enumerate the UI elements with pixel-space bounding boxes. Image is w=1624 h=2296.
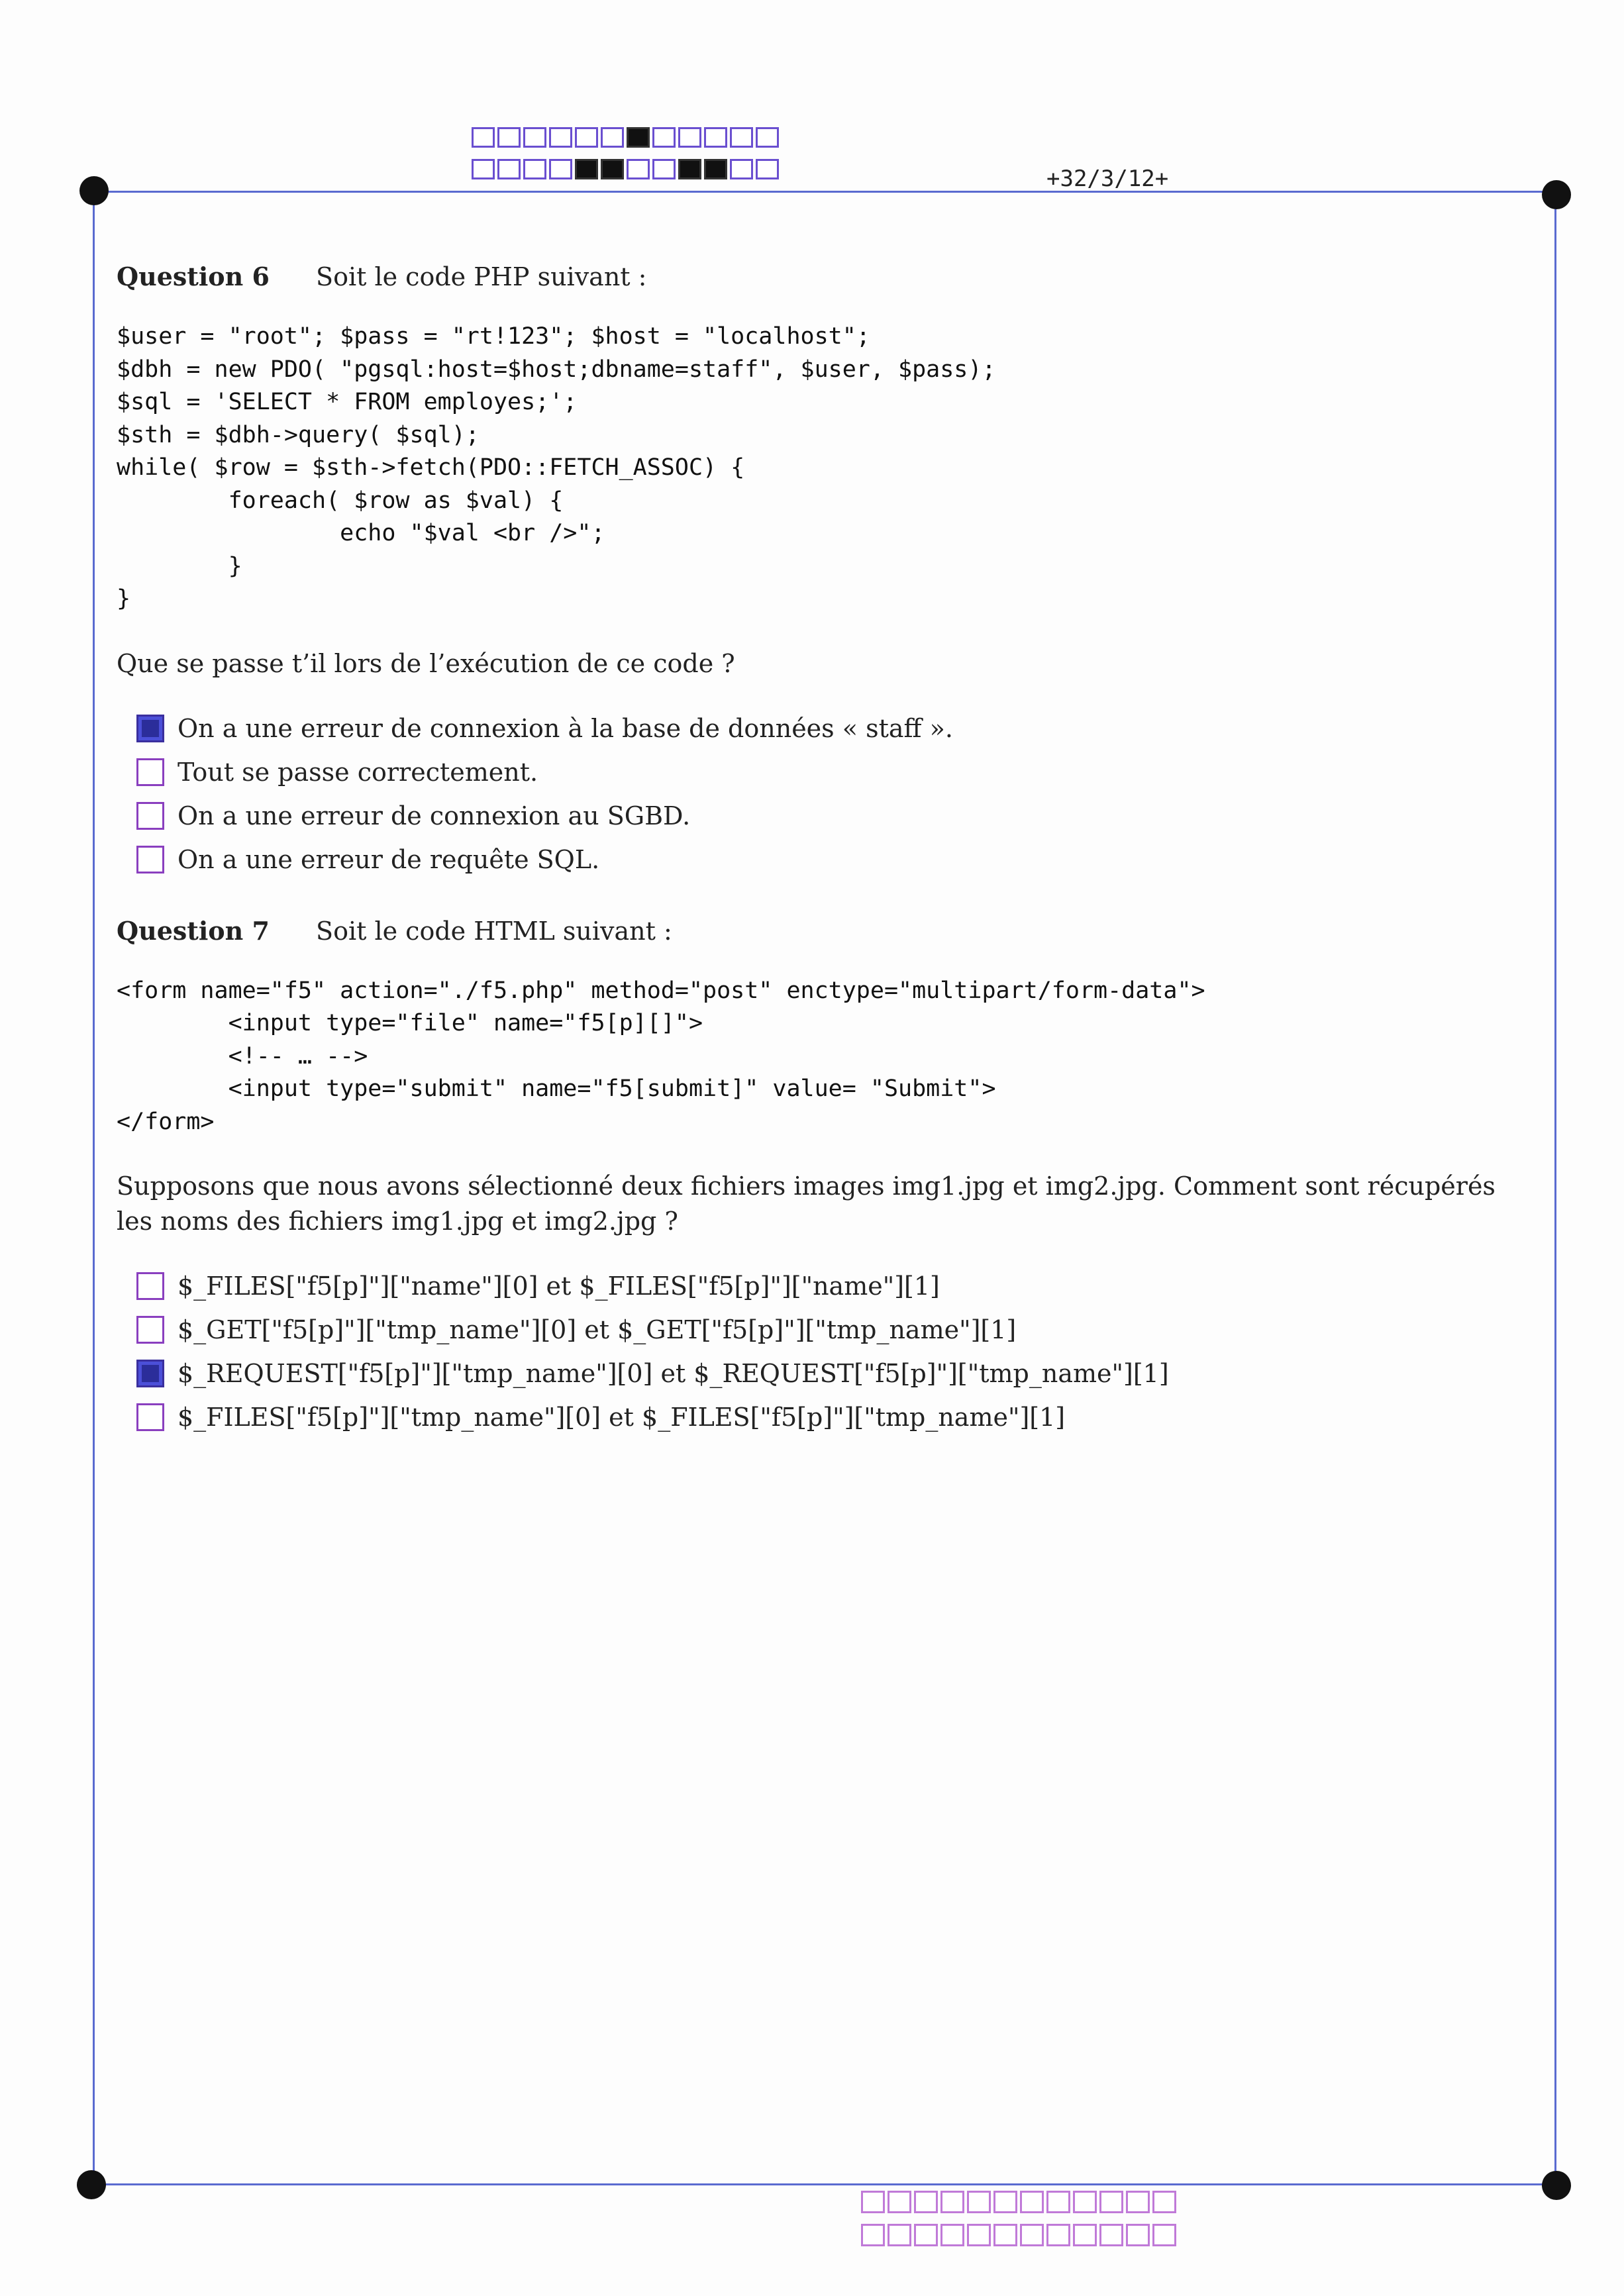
code-cell — [1126, 2191, 1150, 2213]
code-cell — [472, 127, 495, 148]
corner-mark-top-right — [1542, 180, 1571, 209]
code-cell — [652, 159, 676, 179]
answer-option — [136, 1264, 1531, 1308]
code-cell — [523, 159, 546, 179]
code-cell — [940, 2224, 964, 2246]
code-cell — [1152, 2191, 1176, 2213]
code-cell — [1099, 2224, 1123, 2246]
code-cell — [1126, 2224, 1150, 2246]
code-cell — [967, 2191, 991, 2213]
answer-checkbox[interactable] — [136, 802, 164, 830]
code-cell — [861, 2224, 885, 2246]
answer-option — [136, 707, 1531, 750]
question-6-code: $user = "root"; $pass = "rt!123"; $host = "localhost"; $dbh = new PDO( "pgsql:host=$host;dbname=staff", $user, $pass); $sql = 'SELECT * FROM employes;'; $sth = $dbh->query( $sql); while( $row = $sth->fetch(PDO::FETCH_ASSOC) { foreach( $row as $val) { echo "$val <br />"; } } — [117, 323, 996, 612]
answer-text: $_GET["f5[p]"]["tmp_name"][0] et $_GET["f5[p]"]["tmp_name"][1] — [178, 1315, 1017, 1344]
bottom-code-row-1 — [861, 2191, 1176, 2213]
question-7-text: Soit le code HTML suivant : — [316, 916, 672, 946]
code-cell — [1046, 2224, 1070, 2246]
question-7-answers — [136, 1264, 1531, 1439]
code-cell — [472, 159, 495, 179]
code-cell — [914, 2224, 938, 2246]
code-cell — [730, 127, 753, 148]
code-cell — [914, 2191, 938, 2213]
answer-option — [136, 794, 1531, 838]
code-cell — [1152, 2224, 1176, 2246]
answer-option — [136, 1395, 1531, 1439]
question-7-header — [117, 916, 1531, 946]
code-cell — [993, 2224, 1017, 2246]
answer-checkbox[interactable] — [136, 715, 164, 742]
answer-checkbox[interactable] — [136, 1316, 164, 1344]
code-cell — [704, 127, 727, 148]
top-code-row-1 — [472, 127, 779, 148]
code-cell — [993, 2191, 1017, 2213]
answer-checkbox[interactable] — [136, 758, 164, 786]
code-cell — [652, 127, 676, 148]
code-cell — [627, 127, 650, 148]
code-cell — [1073, 2224, 1097, 2246]
code-cell — [756, 159, 779, 179]
code-cell — [678, 127, 701, 148]
bottom-code-row-2 — [861, 2224, 1176, 2246]
answer-option — [136, 1308, 1531, 1352]
frame-bottom-line — [93, 2183, 1556, 2185]
question-6-label: Question 6 — [117, 262, 270, 291]
frame-top-line — [93, 191, 1556, 193]
code-cell — [497, 127, 521, 148]
code-cell — [497, 159, 521, 179]
answer-option — [136, 750, 1531, 794]
code-cell — [730, 159, 753, 179]
answer-checkbox[interactable] — [136, 1360, 164, 1387]
code-cell — [888, 2191, 911, 2213]
answer-option — [136, 838, 1531, 881]
code-cell — [1073, 2191, 1097, 2213]
question-6-header — [117, 262, 1531, 291]
answer-text: $_FILES["f5[p]"]["tmp_name"][0] et $_FILES["f5[p]"]["tmp_name"][1] — [178, 1403, 1066, 1432]
question-7-label: Question 7 — [117, 915, 270, 946]
question-7-prompt: Supposons que nous avons sélectionné deux fichiers images img1.jpg et img2.jpg. Comment sont récupérés les noms des fichiers img1.jpg et img2.jpg ? — [117, 1172, 1496, 1236]
frame-right-line — [1554, 191, 1556, 2185]
corner-mark-bottom-right — [1542, 2171, 1571, 2200]
answer-option — [136, 1352, 1531, 1395]
top-code-row-2 — [472, 159, 779, 179]
answer-text: On a une erreur de connexion au SGBD. — [178, 801, 691, 830]
answer-text: Tout se passe correctement. — [178, 757, 538, 787]
code-cell — [601, 127, 624, 148]
code-cell — [601, 159, 624, 179]
question-7-code: <form name="f5" action="./f5.php" method="post" enctype="multipart/form-data"> <input type="file" name="f5[p][]"> <!-- … --> <input type="submit" name="f5[submit]" value= "Submit"> </form> — [117, 977, 1205, 1135]
question-6-text: Soit le code PHP suivant : — [316, 262, 647, 291]
code-cell — [1020, 2224, 1044, 2246]
code-cell — [549, 159, 572, 179]
code-cell — [523, 127, 546, 148]
corner-mark-top-left — [79, 176, 109, 205]
answer-text: $_REQUEST["f5[p]"]["tmp_name"][0] et $_REQUEST["f5[p]"]["tmp_name"][1] — [178, 1359, 1169, 1388]
answer-text: On a une erreur de connexion à la base de données « staff ». — [178, 713, 953, 743]
code-cell — [704, 159, 727, 179]
code-cell — [967, 2224, 991, 2246]
code-cell — [940, 2191, 964, 2213]
code-cell — [575, 127, 598, 148]
code-cell — [575, 159, 598, 179]
code-cell — [627, 159, 650, 179]
answer-checkbox[interactable] — [136, 846, 164, 873]
code-cell — [1020, 2191, 1044, 2213]
question-6-prompt: Que se passe t’il lors de l’exécution de ce code ? — [117, 648, 735, 678]
answer-checkbox[interactable] — [136, 1272, 164, 1300]
code-cell — [678, 159, 701, 179]
page-content — [117, 262, 1531, 1473]
question-6-answers — [136, 707, 1531, 881]
code-cell — [1099, 2191, 1123, 2213]
answer-checkbox[interactable] — [136, 1403, 164, 1431]
code-cell — [861, 2191, 885, 2213]
answer-text: On a une erreur de requête SQL. — [178, 844, 600, 874]
code-cell — [1046, 2191, 1070, 2213]
code-cell — [756, 127, 779, 148]
corner-mark-bottom-left — [77, 2170, 106, 2199]
answer-text: $_FILES["f5[p]"]["name"][0] et $_FILES["f5[p]"]["name"][1] — [178, 1272, 940, 1301]
code-cell — [888, 2224, 911, 2246]
page-id: +32/3/12+ — [1046, 166, 1169, 192]
frame-left-line — [93, 191, 95, 2185]
code-cell — [549, 127, 572, 148]
